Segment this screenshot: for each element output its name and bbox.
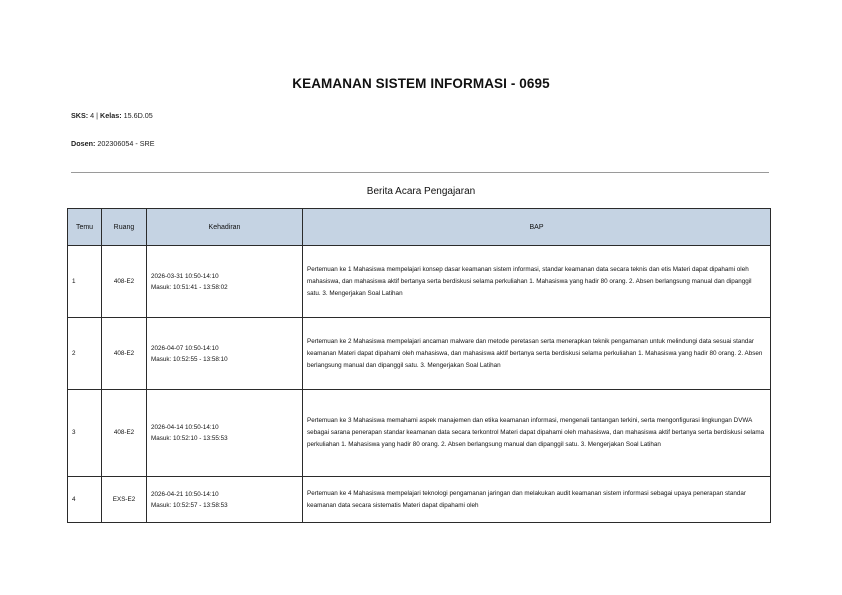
bap-cell: Pertemuan ke 2 Mahasiswa mempelajari ancaman malware dan metode peretasan serta menerapkan teknik pengamanan untuk melindungi data sesuai standar keamanan Materi dapat dipahami oleh mahasiswa, dan mahasiswa aktif bertanya serta berdiskusi selama perkuliahan 1. Mahasiswa yang hadir 80 orang. 2. Absen berlangsung manual dan dipanggil satu. 3. Mengerjakan Soal Latihan xyxy=(303,318,771,390)
temu-cell: 3 xyxy=(68,390,102,477)
kehadiran-jadwal: 2026-04-21 10:50-14:10 xyxy=(151,490,219,498)
kehadiran-masuk: Masuk: 10:52:10 - 13:55:53 xyxy=(151,435,228,442)
kelas-value: 15.6D.05 xyxy=(121,111,153,120)
table-header-row xyxy=(68,209,771,246)
column-header-ruang: Ruang xyxy=(102,209,147,246)
sks-value: 4 | xyxy=(88,111,101,120)
kehadiran-cell xyxy=(147,318,303,390)
table-row xyxy=(68,390,771,477)
bap-cell: Pertemuan ke 4 Mahasiswa mempelajari teknologi pengamanan jaringan dan melakukan audit keamanan sistem informasi sebagai upaya penerapan standar keamanan data secara sistematis Materi dapat dipahami oleh xyxy=(303,477,771,523)
ruang-cell: EXS-E2 xyxy=(102,477,147,523)
dosen-value: 202306054 - SRE xyxy=(95,139,155,148)
ruang-cell: 408-E2 xyxy=(102,318,147,390)
kehadiran-cell xyxy=(147,477,303,523)
lecturer-info xyxy=(71,139,155,148)
table-row xyxy=(68,246,771,318)
kehadiran-cell xyxy=(147,246,303,318)
kehadiran-jadwal: 2026-04-14 10:50-14:10 xyxy=(151,424,219,431)
course-meta xyxy=(71,111,153,120)
table-row xyxy=(68,318,771,390)
temu-cell: 2 xyxy=(68,318,102,390)
kehadiran-masuk: Masuk: 10:51:41 - 13:58:02 xyxy=(151,283,228,291)
bap-cell: Pertemuan ke 3 Mahasiswa memahami aspek manajemen dan etika keamanan informasi, mengenali tantangan terkini, serta mengonfigurasi lingkungan DVWA sebagai sarana penerapan standar keamanan data secara terkontrol Materi dapat dipahami oleh mahasiswa, dan mahasiswa aktif bertanya serta berdiskusi selama perkuliahan 1. Mahasiswa yang hadir 80 orang. 2. Absen berlangsung manual dan dipanggil satu. 3. Mengerjakan Soal Latihan xyxy=(303,390,771,477)
ruang-cell: 408-E2 xyxy=(102,246,147,318)
dosen-label: Dosen: xyxy=(71,139,96,148)
bap-table xyxy=(67,208,771,523)
column-header-kehadiran: Kehadiran xyxy=(147,209,303,246)
course-title: KEAMANAN SISTEM INFORMASI - 0695 xyxy=(292,76,550,91)
temu-cell: 1 xyxy=(68,246,102,318)
section-title: Berita Acara Pengajaran xyxy=(366,186,476,197)
ruang-cell: 408-E2 xyxy=(102,390,147,477)
kehadiran-jadwal: 2026-04-07 10:50-14:10 xyxy=(151,344,219,352)
kehadiran-masuk: Masuk: 10:52:57 - 13:58:53 xyxy=(151,501,228,509)
table-row xyxy=(68,477,771,523)
sks-label: SKS: xyxy=(71,111,89,120)
bap-cell: Pertemuan ke 1 Mahasiswa mempelajari konsep dasar keamanan sistem informasi, standar keamanan data secara teknis dan etis Materi dapat dipahami oleh mahasiswa, dan mahasiswa aktif bertanya serta berdiskusi selama perkuliahan 1. Mahasiswa yang hadir 80 orang. 2. Absen berlangsung manual dan dipanggil satu. 3. Mengerjakan Soal Latihan xyxy=(303,246,771,318)
column-header-temu: Temu xyxy=(68,209,102,246)
temu-cell: 4 xyxy=(68,477,102,523)
divider xyxy=(71,172,769,173)
kehadiran-cell xyxy=(147,390,303,477)
kehadiran-masuk: Masuk: 10:52:55 - 13:58:10 xyxy=(151,355,228,363)
column-header-bap: BAP xyxy=(303,209,771,246)
kelas-label: Kelas: xyxy=(100,111,122,120)
kehadiran-jadwal: 2026-03-31 10:50-14:10 xyxy=(151,272,219,280)
